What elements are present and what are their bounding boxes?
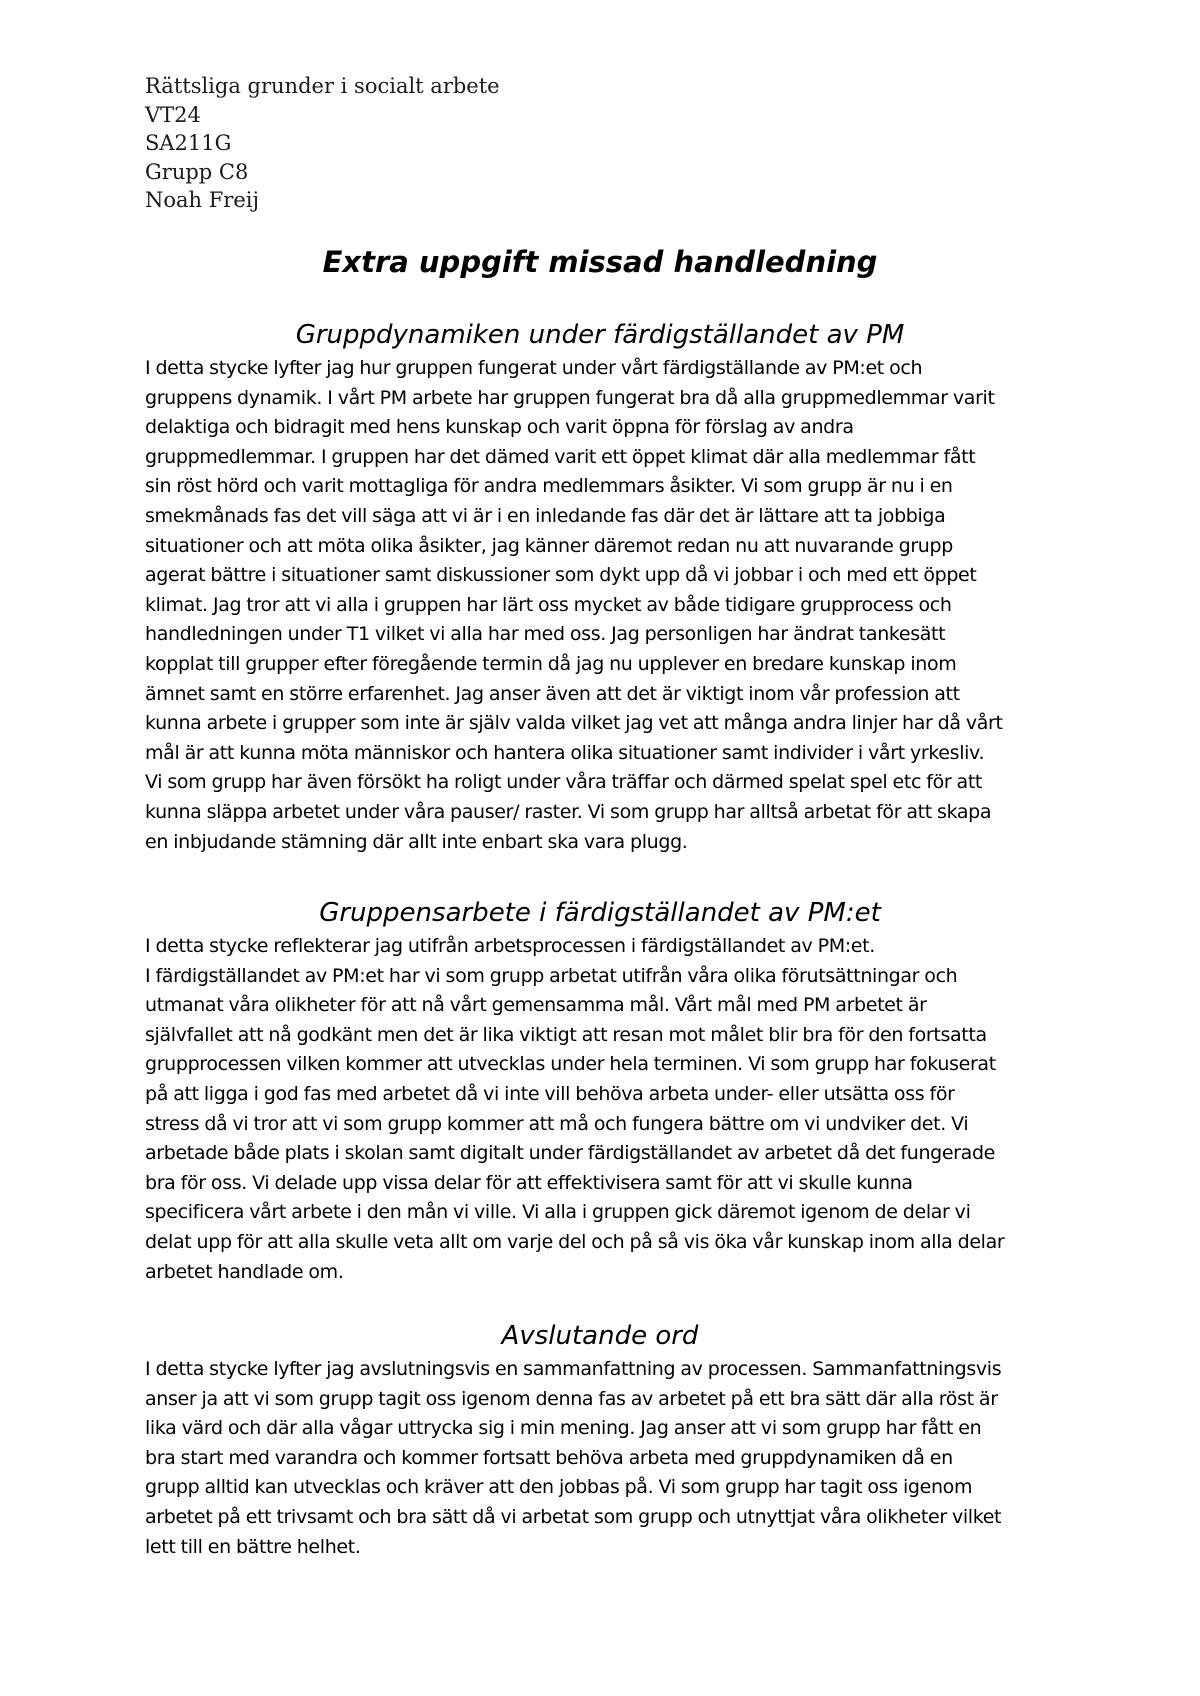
body-line: bra för oss. Vi delade upp vissa delar för att effektivisera samt för att vi skulle kunna [145,1171,913,1194]
section-group-work [145,896,1055,1287]
section-body [145,1355,1055,1562]
body-line: I detta stycke reflekterar jag utifrån arbetsprocessen i färdigställandet av PM:et. [145,935,875,957]
body-line: I färdigställandet av PM:et har vi som grupp arbetat utifrån våra olika förutsättningar och [145,964,958,987]
body-line: handledningen under T1 vilket vi alla har med oss. Jag personligen har ändrat tankesätt [145,623,946,646]
body-line: kunna arbete i grupper som inte är själv valda vilket jag vet att många andra linjer har då vårt [145,712,1003,735]
body-line: anser ja att vi som grupp tagit oss igenom denna fas av arbetet på ett bra sätt där alla röst är [145,1387,998,1410]
body-line: ämnet samt en större erfarenhet. Jag anser även att det är viktigt inom vår profession att [145,682,960,705]
body-line: I detta stycke lyfter jag avslutningsvis en sammanfattning av processen. Sammanfattningsvis [145,1358,1002,1380]
semester: VT24 [145,102,201,127]
body-line: sin röst hörd och varit mottagliga för andra medlemmars åsikter. Vi som grupp är nu i en [145,475,953,498]
course-code: SA211G [145,131,232,155]
body-line: smekmånads fas det vill säga att vi är i en inledande fas där det är lättare att ta jobbiga [145,504,946,527]
body-line: I detta stycke lyfter jag hur gruppen fungerat under vårt färdigställande av PM:et och [145,357,923,379]
body-line: delat upp för att alla skulle veta allt om varje del och på så vis öka vår kunskap inom alla delar [145,1230,1005,1253]
body-line: situationer och att möta olika åsikter, jag känner däremot redan nu att nuvarande grupp [145,534,953,557]
body-line: gruppens dynamik. I vårt PM arbete har gruppen fungerat bra då alla gruppmedlemmar varit [145,386,995,409]
body-line: självfallet att nå godkänt men det är lika viktigt att resan mot målet blir bra för den fortsatta [145,1023,987,1046]
section-group-dynamics [145,318,1055,857]
body-line: specificera vårt arbete i den mån vi ville. Vi alla i gruppen gick däremot igenom de delar vi [145,1201,971,1224]
body-line: mål är att kunna möta människor och hantera olika situationer samt individer i vårt yrkesliv. [145,741,985,764]
course-name: Rättsliga grunder i socialt arbete [145,74,500,98]
body-line: grupprocessen vilken kommer att utvecklas under hela terminen. Vi som grupp har fokuserat [145,1053,996,1076]
body-line: agerat bättre i situationer samt diskussioner som dykt upp då vi jobbar i och med ett öppet [145,564,977,587]
section-heading: Avslutande ord [501,1321,699,1351]
section-body [145,354,1055,857]
section-heading: Gruppensarbete i färdigställandet av PM:et [319,898,881,928]
body-line: gruppmedlemmar. I gruppen har det dämed varit ett öppet klimat där alla medlemmar fått [145,445,976,468]
body-line: utmanat våra olikheter för att nå vårt gemensamma mål. Vårt mål med PM arbetet är [145,994,927,1017]
body-line: grupp alltid kan utvecklas och kräver att den jobbas på. Vi som grupp har tagit oss igenom [145,1476,973,1499]
body-line: Vi som grupp har även försökt ha roligt under våra träffar och därmed spelat spel etc för att [145,771,983,794]
author-name: Noah Freij [145,188,260,212]
body-line: lett till en bättre helhet. [145,1535,361,1558]
body-line: kopplat till grupper efter föregående termin då jag nu upplever en bredare kunskap inom [145,652,957,675]
document-header [145,72,745,215]
body-line: lika värd och där alla vågar uttrycka sig i min mening. Jag anser att vi som grupp har fått en [145,1417,982,1440]
body-line: delaktiga och bidragit med hens kunskap och varit öppna för förslag av andra [145,416,854,439]
body-line: arbetet handlade om. [145,1260,344,1283]
section-heading: Gruppdynamiken under färdigställandet av PM [295,320,905,350]
group-name: Grupp C8 [145,159,249,184]
body-line: arbetade både plats i skolan samt digitalt under färdigställandet av arbetet då det fungerade [145,1142,995,1165]
section-closing-words [145,1319,1055,1562]
body-line: en inbjudande stämning där allt inte enbart ska vara plugg. [145,830,688,853]
body-line: kunna släppa arbetet under våra pauser/ raster. Vi som grupp har alltså arbetat för att skapa [145,800,992,823]
document-title: Extra uppgift missad handledning [322,245,878,279]
body-line: stress då vi tror att vi som grupp kommer att må och fungera bättre om vi undviker det. Vi [145,1112,969,1135]
body-line: arbetet på ett trivsamt och bra sätt då vi arbetat som grupp och utnyttjat våra olikheter vilket [145,1505,1002,1528]
body-line: klimat. Jag tror att vi alla i gruppen har lärt oss mycket av både tidigare grupprocess och [145,593,952,616]
section-body [145,932,1055,1287]
body-line: på att ligga i god fas med arbetet då vi inte vill behöva arbeta under- eller utsätta oss för [145,1082,955,1105]
body-line: bra start med varandra och kommer fortsatt behöva arbeta med gruppdynamiken då en [145,1446,953,1469]
